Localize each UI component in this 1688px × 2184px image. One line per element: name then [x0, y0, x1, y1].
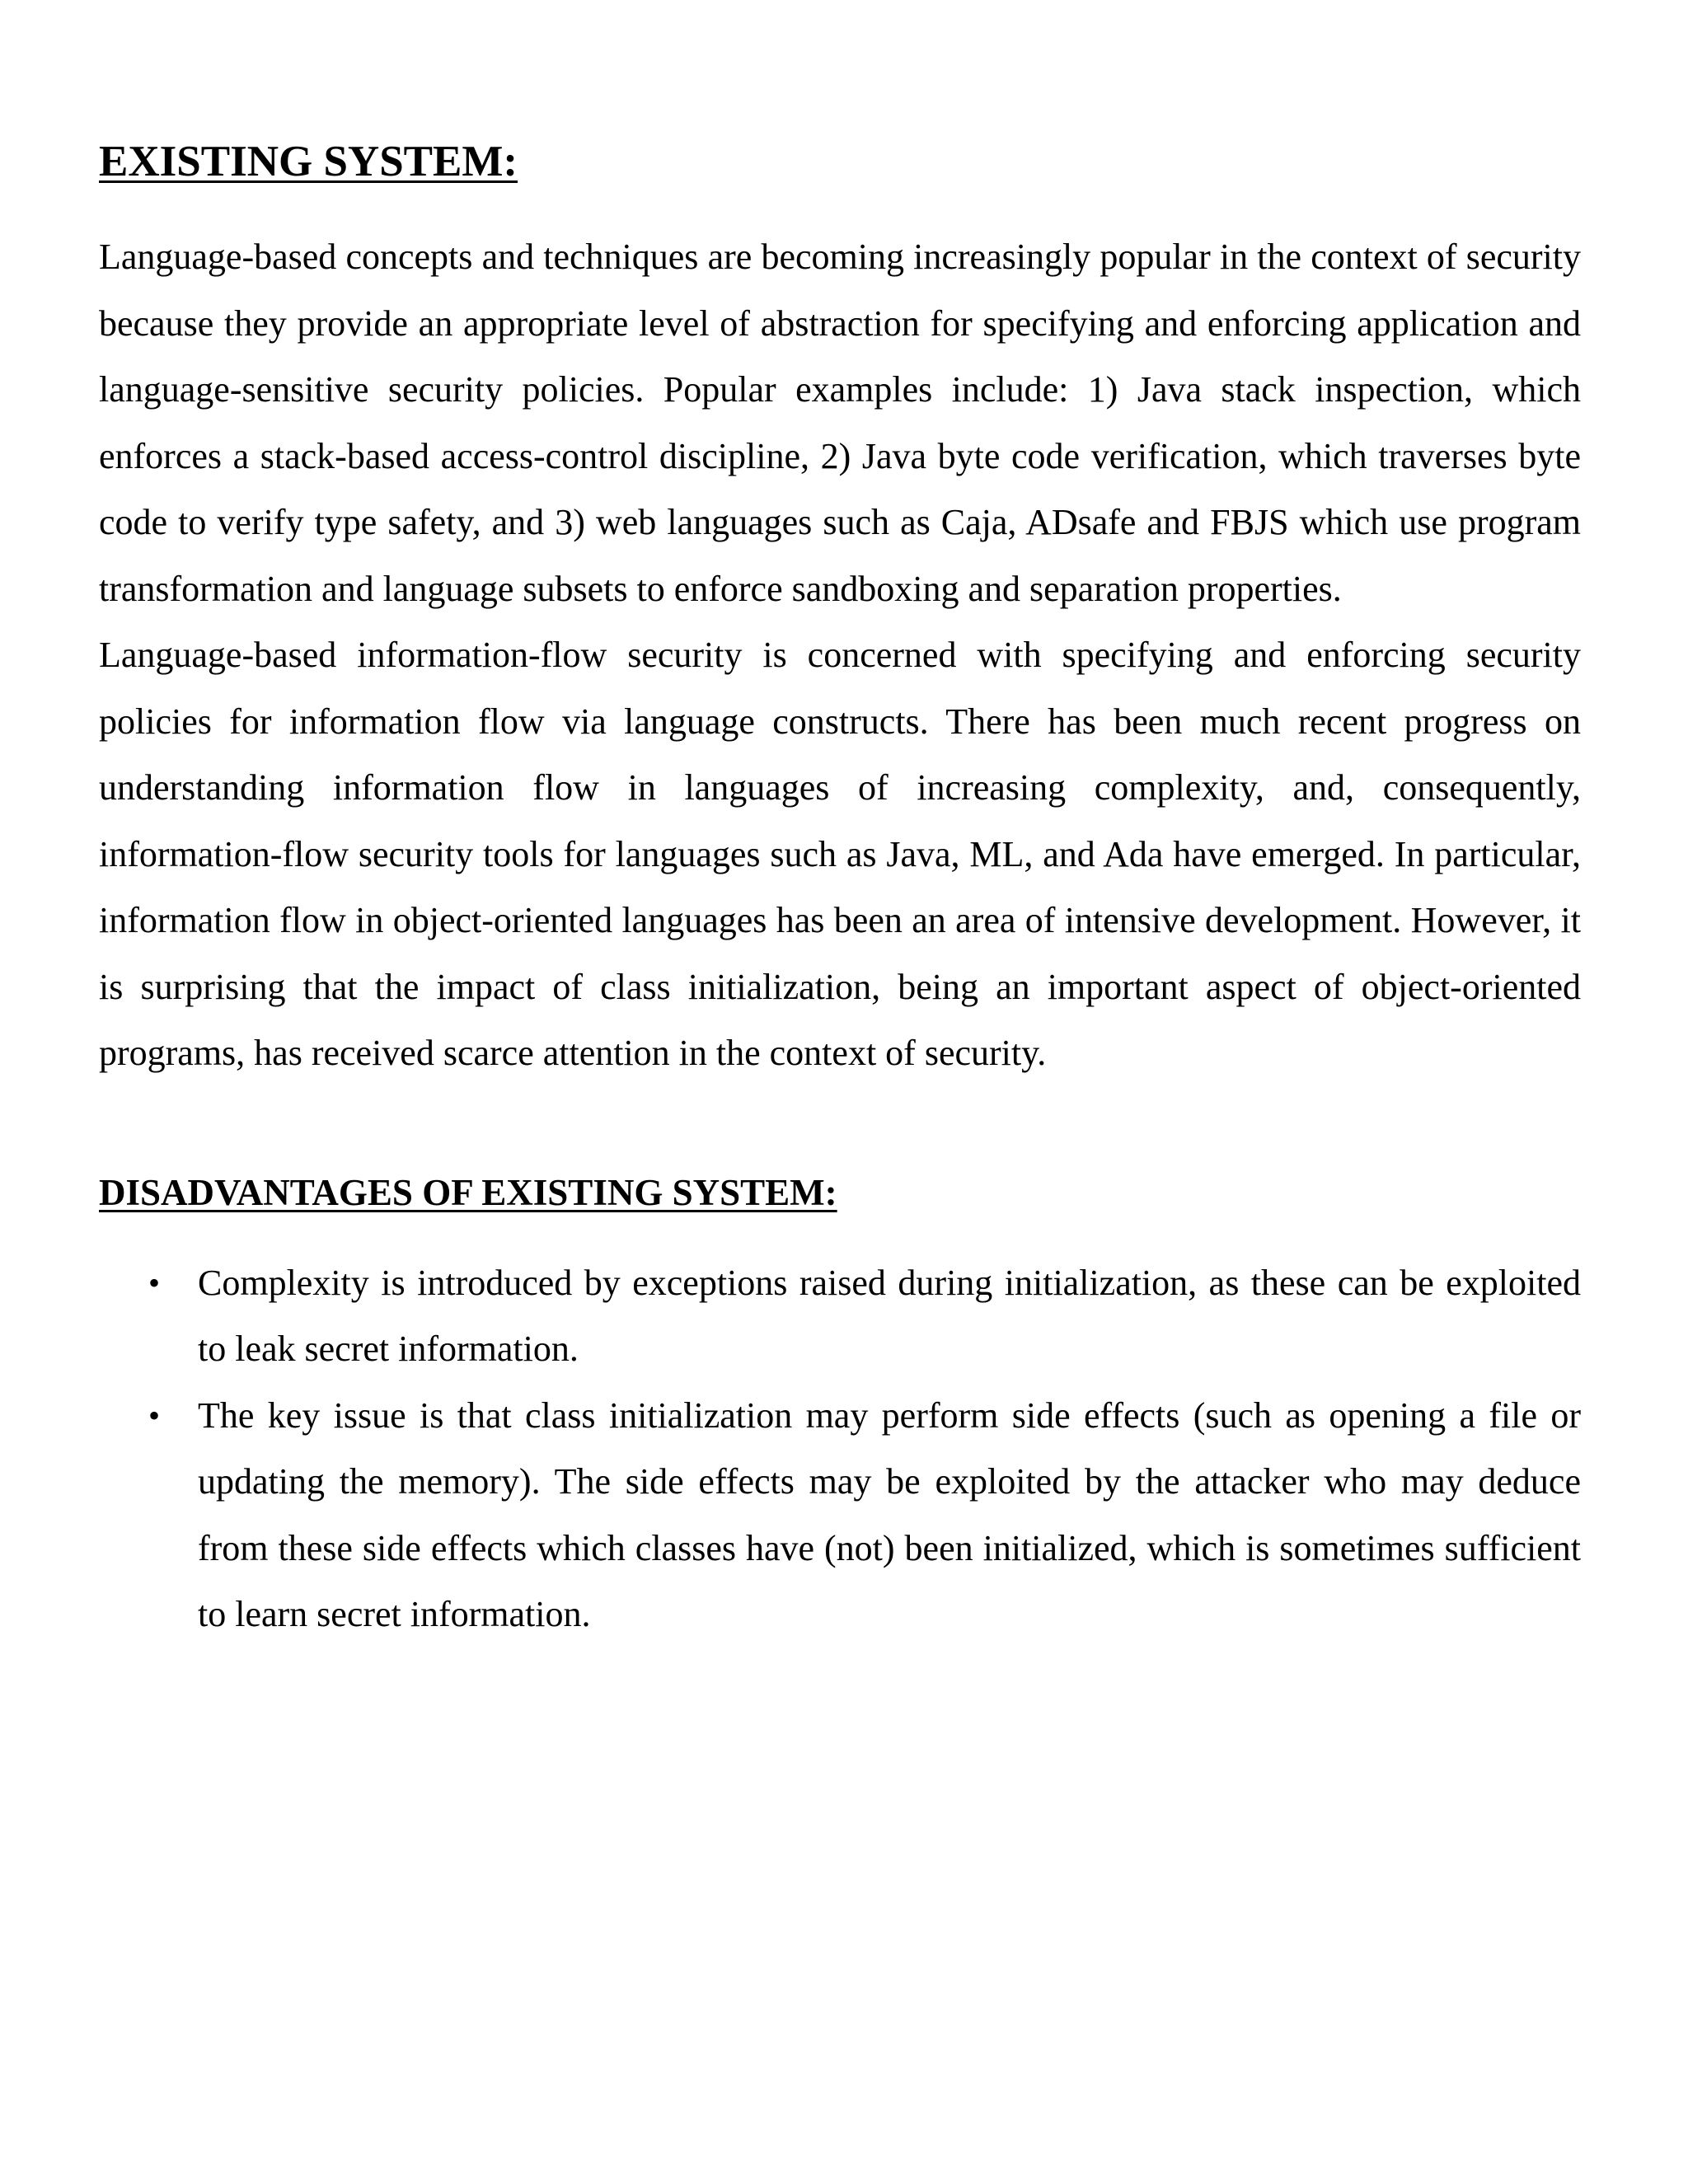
document-page: [99, 132, 1581, 1648]
existing-system-paragraph-1: Language-based concepts and techniques are becoming increasingly popular in the context of security because they provide an appropriate level of abstraction for specifying and enforcing application and language-sensitive security policies. Popular examples include: 1) Java stack inspection, which enforces a stack-based access-control discipline, 2) Java byte code verification, which traverses byte code to verify type safety, and 3) web languages such as Caja, ADsafe and FBJS which use program transformation and language subsets to enforce sandboxing and separation properties.: [99, 237, 1581, 609]
bullet-text: The key issue is that class initialization may perform side effects (such as opening a file or updating the memory). The side effects may be exploited by the attacker who may deduce from these side effects which classes have (not) been initialized, which is sometimes sufficient to learn secret information.: [198, 1394, 1581, 1634]
list-item: [99, 1250, 1581, 1383]
bullet-icon: •: [148, 1396, 161, 1434]
list-item: [99, 1383, 1581, 1648]
bullet-icon: •: [148, 1263, 161, 1301]
existing-system-paragraph-2: Language-based information-flow security is concerned with specifying and enforcing security policies for information flow via language constructs. There has been much recent progress on understanding information flow in languages of increasing complexity, and, consequently, information-flow security tools for languages such as Java, ML, and Ada have emerged. In particular, information flow in object-oriented languages has been an area of intensive development. However, it is surprising that the impact of class initialization, being an important aspect of object-oriented programs, has received scarce attention in the context of security.: [99, 635, 1581, 1073]
existing-system-heading: EXISTING SYSTEM:: [99, 138, 518, 185]
disadvantages-list: [99, 1250, 1581, 1648]
bullet-text: Complexity is introduced by exceptions raised during initialization, as these can be exploited to leak secret information.: [198, 1262, 1581, 1369]
disadvantages-heading: DISADVANTAGES OF EXISTING SYSTEM:: [99, 1171, 837, 1213]
